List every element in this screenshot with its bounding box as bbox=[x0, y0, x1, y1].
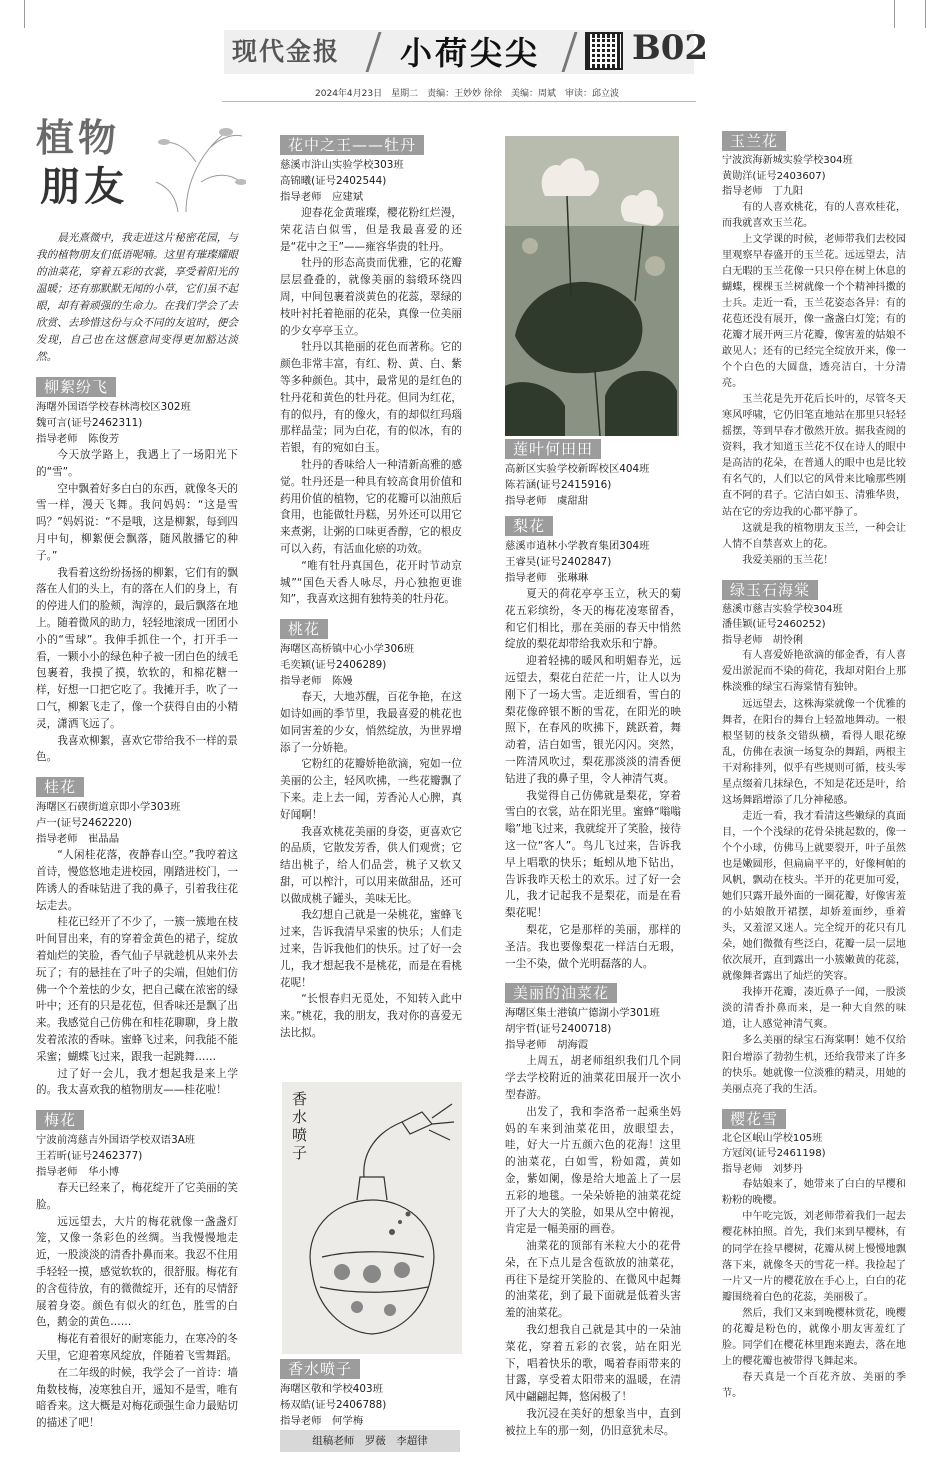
article-title: 桃花 bbox=[280, 619, 328, 639]
article-school: 海曙外国语学校春林湾校区302班 bbox=[36, 401, 191, 413]
drawing-handwritten-title: 香水喷子 bbox=[292, 1090, 308, 1162]
article-author: 潘佳颖(证号2460252) bbox=[722, 619, 826, 631]
article-teacher: 指导老师 胡怜俐 bbox=[722, 634, 803, 646]
article-paragraph: 这就是我的植物朋友玉兰，一种会让人情不自禁喜欢上的花。 bbox=[722, 522, 906, 550]
article-paragraph: 春天真是一个百花齐放、美丽的季节。 bbox=[722, 1371, 906, 1399]
article-teacher: 指导老师 丁九阳 bbox=[722, 186, 803, 198]
article-paragraph: 油菜花的顶部有米粒大小的花骨朵，在下点儿是含苞欲放的油菜花，再往下是绽开笑脸的、在微风中起舞的油菜花，到了最下面就是低着头害羞的油菜花。 bbox=[505, 1240, 681, 1320]
article-paragraph: 我爱美丽的玉兰花！ bbox=[742, 554, 834, 566]
article-title: 莲叶何田田 bbox=[505, 439, 601, 459]
article-school: 慈溪市浒山实验学校303班 bbox=[280, 159, 404, 171]
column-3 bbox=[505, 436, 681, 1440]
article-title: 玉兰花 bbox=[722, 131, 786, 151]
article-title: 花中之王——牡丹 bbox=[280, 135, 424, 155]
page-number: B02 bbox=[632, 28, 709, 68]
column-4 bbox=[722, 128, 906, 1402]
page-corner-mark-left bbox=[8, 0, 25, 28]
article-youcaihua bbox=[505, 980, 681, 1439]
article-paragraph: 牡丹的形态高贵而优雅，它的花瓣层层叠叠的，就像美丽的翁缎环绕四周，中间包裹着淡黄色的花蕊，翠绿的枝叶衬托着艳丽的花朵，真像一位美丽的少女亭亭玉立。 bbox=[280, 257, 462, 337]
article-school: 海曙区石碶街道京即小学303班 bbox=[36, 801, 181, 814]
artwork-perfume-caption bbox=[280, 1356, 462, 1429]
article-guihua bbox=[36, 774, 238, 1099]
article-paragraph: 我捧开花瓣，凑近鼻子一闻，一股淡淡的清香扑鼻而来，是一种大自然的味道，让人感觉神清气爽。 bbox=[722, 987, 906, 1031]
feature-intro-text: 晨光熹微中，我走进这片秘密花园，与我的植物朋友们低语呢喃。这里有璀璨耀眼的油菜花，穿着五彩的衣裳，享受着阳光的温暖；还有那默默无闻的小草，它们虽不起眼，却有着顽强的生命力。在我们学会了去欣赏、去珍惜这份与众不同的友谊时，便会发现，自己也在这惬意间变得更加豁达淡然。 bbox=[36, 232, 238, 363]
article-paragraph: 我看着这纷纷扬扬的柳絮，它们有的飘落在人们的头上，有的落在人们的身上，有的停进人们的脸颊，淘淳的，最后飘落在地上。随着微风的助力，轻轻地滚成一团团小小的“雪球”。我伸手抓住一个，打开手一看，一颗小小的绿色种子被一团白色的绒毛包裹着，我摸了摸，软软的，和棉花糖一样，好想一口把它吃了。我摊开手，吹了一口气，柳絮飞走了，像一个获得自由的小精灵，潇洒飞远了。 bbox=[36, 566, 238, 730]
article-paragraph: 夏天的荷花亭亭玉立，秋天的菊花五彩缤纷，冬天的梅花凌寒留香，和它们相比，那在美丽的春天中悄然绽放的梨花却带给我欢乐和宁静。 bbox=[505, 588, 681, 651]
article-teacher: 指导老师 虞甜甜 bbox=[505, 495, 589, 507]
article-paragraph: 过了好一会儿，我才想起我是来上学的。我太喜欢我的植物朋友——桂花啦！ bbox=[36, 1067, 238, 1097]
column-2 bbox=[280, 132, 462, 1042]
article-paragraph: 我沉浸在美好的想象当中，直到被拉上车的那一刻，仍旧意犹未尽。 bbox=[505, 1408, 681, 1437]
article-title: 梅花 bbox=[36, 1110, 84, 1130]
article-paragraph: 牡丹以其艳丽的花色而著称。它的颜色非常丰富，有红、粉、黄、白、紫等多种颜色。其中，最常见的是红色的牡丹花和黄色的牡丹花。但同为红花，有的似丹，有的像火，有的却似红玛瑙那样晶莹；同为白花，有的似冰，有的若银，有的宛如白玉。 bbox=[280, 341, 462, 455]
article-paragraph: 我喜欢桃花美丽的身姿，更喜欢它的品质，它散发芳香，供人们观赏；它结出桃子，给人们品尝，桃子又软又甜，可以榨汁，可以用来做甜品，还可以做成桃子罐头，美味无比。 bbox=[280, 825, 462, 905]
article-paragraph: 中午吃完饭，刘老师带着我们一起去樱花林拍照。首先，我们来到早樱林，有的同学在捡早樱树，花瓣从树上慢慢地飘落下来，就像冬天的雪花一样。我捡起了一片又一片的樱花放在手心上，白白的花瓣围绕着白色的花蕊，美丽极了。 bbox=[722, 1211, 906, 1303]
article-paragraph: 桂花已经开了不少了，一簇一簇地在枝叶间冒出来，有的穿着金黄色的裙子，绽放着灿烂的笑脸，香气仙子早就趁机从来外去玩了；有的悬挂在了叶子的尖端，但她们仿佛一个个羞怯的少女，把自己藏在浓密的绿叶中；还有的只是花苞，但香味还是飘了出来。我感觉自己仿佛在和桂花聊聊，身上散发着浓浓的香味。蜜蜂飞过来，问我能不能采蜜；蝴蝶飞过来，跟我一起跳舞…… bbox=[36, 916, 238, 1063]
article-paragraph: 牡丹的香味给人一种清新高雅的感觉。牡丹还是一种具有较高食用价值和药用价值的植物，它的花瓣可以油煎后食用，也能做牡丹糕，另外还可以用它来煮粥，让粥的口味更香醇，它的根皮可以入药，有活血化瘀的功效。 bbox=[280, 458, 462, 555]
article-author: 高锦曦(证号2402544) bbox=[280, 175, 387, 187]
article-school: 高新区实验学校新晖校区404班 bbox=[505, 463, 650, 475]
article-paragraph: 然后，我们又来到晚樱林赏花，晚樱的花瓣是粉色的，就像小朋友害羞红了脸。同学们在樱花林里跑来跑去，落在地上的樱花瓣也被带得飞舞起来。 bbox=[722, 1307, 906, 1367]
article-paragraph: 上周五，胡老师组织我们几个同学去学校附近的油菜花田展开一次小型春游。 bbox=[505, 1055, 681, 1101]
qr-code-icon[interactable] bbox=[585, 32, 623, 70]
section-title: 小荷尖尖 bbox=[400, 34, 541, 72]
feature-title-line2: 朋友 bbox=[40, 163, 128, 210]
article-paragraph: 玉兰花是先开花后长叶的，尽管冬天寒风呼啸，它仍旧笔直地站在那里只轻轻摇摆，等到早春才傲然开放。据我查阅的资料，我才知道玉兰花不仅在诗人的眼中是高洁的花朵，在普通人的眼中也是比较有名气的，人们以它的风骨来比喻那些刚直不阿的君子。它洁白如玉、清雅华贵，站在它的旁边我的心都平静了。 bbox=[722, 394, 906, 518]
article-paragraph: 有人喜爱娇艳欲滴的郁金香，有人喜爱出淤泥而不染的荷花，我却对阳台上那株淡雅的绿宝石海棠情有独钟。 bbox=[722, 650, 906, 694]
header-rule bbox=[222, 101, 696, 102]
article-yulanhua bbox=[722, 128, 906, 569]
article-school: 北仑区岷山学校105班 bbox=[722, 1132, 823, 1144]
article-title: 梨花 bbox=[505, 516, 553, 536]
article-paragraph: 我觉得自己仿佛就是梨花，穿着雪白的衣裳，站在阳光里。蜜蜂“嗡嗡嗡”地飞过来，我就绽开了笑脸，接待这一位“客人”。鸟儿飞过来，告诉我早上唱歌的快乐；蚯蚓从地下钻出，告诉我昨天松土的欢乐。过了好一会儿，我才记起我不是梨花，而是在看梨花呢！ bbox=[505, 789, 681, 920]
article-author: 卢一(证号2462220) bbox=[36, 817, 132, 830]
article-author: 毛奕颖(证号2406289) bbox=[280, 659, 387, 672]
article-paragraph: 我喜欢柳絮，喜欢它带给我不一样的景色。 bbox=[36, 734, 238, 764]
article-school: 慈溪市慈吉实验学校304班 bbox=[722, 603, 843, 615]
artwork-perfume-drawing bbox=[282, 1082, 462, 1354]
article-paragraph: 梨花，它是那样的美丽，那样的圣洁。我也要像梨花一样洁白无瑕，一尘不染，做个光明磊落的人。 bbox=[505, 923, 681, 970]
article-mudan bbox=[280, 132, 462, 608]
article-teacher: 指导老师 陈俊芳 bbox=[36, 433, 120, 445]
article-author: 杨双皓(证号2406788) bbox=[280, 1399, 387, 1411]
article-author: 方冠闵(证号2461198) bbox=[722, 1148, 826, 1160]
article-title: 柳絮纷飞 bbox=[36, 377, 116, 397]
article-title: 美丽的油菜花 bbox=[505, 983, 617, 1003]
lotus-painting-illustration bbox=[505, 136, 679, 436]
article-paragraph: 春天已经来了，梅花绽开了它美丽的笑脸。 bbox=[36, 1182, 238, 1211]
article-teacher: 指导老师 华小博 bbox=[36, 1166, 120, 1179]
article-paragraph: 走近一看，我才看清这些嫩绿的真面目，一个个浅绿的花骨朵挑起数的，像一个个小球，仿佛马上就要裂开，叶子虽然也是嫩圆形，但扁扁平平的，好像柯帕的风帆，飘动在枝头。半开的花更加可爱，她们只露开最外面的一圈花瓣，好像害羞的小姑娘散开裙摆，却娇羞面纱，垂着头，又羞涩又迷人。完全绽开的花只有几朵，她们微微有些泛白，花瓣一层一层地依次展开，直到露出一小簇嫩黄的花蕊，就像舞者露出了灿烂的笑容。 bbox=[722, 810, 906, 983]
artwork-lotus-painting bbox=[505, 136, 679, 436]
article-paragraph: 多么美丽的绿宝石海棠啊！她不仅给阳台增添了勃勃生机，还给我带来了许多的快乐。她就像一位淡雅的精灵，用她的美丽点亮了我的生活。 bbox=[722, 1035, 906, 1095]
article-paragraph: “长恨春归无觅处，不知转入此中来。”桃花，我的朋友，我对你的喜爱无法比拟。 bbox=[280, 993, 462, 1040]
article-paragraph: 迎春花金黄璀璨，樱花粉红烂漫，荣花洁白似雪，但是我最喜爱的还是“花中之王”——雍容华贵的牡丹。 bbox=[280, 207, 462, 253]
article-haitang bbox=[722, 577, 906, 1098]
article-teacher: 指导老师 崔晶晶 bbox=[36, 833, 120, 846]
article-paragraph: 远远望去，这株海棠就像一个优雅的舞者，在阳台的舞台上轻盈地舞动。一根根坚韧的枝条交错纵横，看得人眼花缭乱，仿佛在表演一场复杂的舞蹈，两根主干对称排列，似乎有些规则可循，枝头零星点缀着几抹绿色，不知是花还是叶，给这场舞蹈增添了几分神秘感。 bbox=[722, 698, 906, 806]
article-paragraph: 我幻想自己就是一朵桃花，蜜蜂飞过来，告诉我清早采蜜的快乐；人们走过来，告诉我他们的快乐。过了好一会儿，我才想起我不是桃花，而是在看桃花呢！ bbox=[280, 909, 462, 989]
article-author: 黄勋洋(证号2403607) bbox=[722, 170, 826, 182]
article-title: 樱花雪 bbox=[722, 1109, 786, 1129]
article-paragraph: “人闲桂花落，夜静春山空。”我哼着这首诗，慢悠悠地走进校园，刚踏进校门，一阵诱人的香味钻进了我的鼻子，引着我往花坛走去。 bbox=[36, 849, 238, 912]
article-title: 桂花 bbox=[36, 777, 84, 797]
editor-credit: 组稿老师 罗薇 李超律 bbox=[280, 1430, 460, 1452]
article-paragraph: 迎着轻拂的暖风和明媚春光，远远望去，梨花白茫茫一片，让人以为刚下了一场大雪。走近细看，雪白的梨花像碎银不断的雪花，在阳光的映照下，在春风的吹拂下，跳跃着，舞动着，洁白如雪，银光闪闪。突然，一阵清风吹过，梨花那淡淡的清香便钻进了我的鼻子里，令人神清气爽。 bbox=[505, 655, 681, 785]
article-author: 王睿昊(证号2402847) bbox=[505, 556, 612, 568]
feature-title-block bbox=[36, 112, 246, 222]
article-paragraph: 远远望去，大片的梅花就像一盏盏灯笼，又像一条彩色的丝绸。当我慢慢地走近，一股淡淡的清香扑鼻而来。我忍不住用手轻轻一摸，感觉软软的，很舒服。梅花有的含苞待放，有的微微绽开，还有的尽情舒展着身姿。颜色有似火的红色，胜雪的白色，鹅金的黄色…… bbox=[36, 1215, 238, 1329]
page-corner-mark-right bbox=[894, 0, 926, 28]
article-school: 海曙区敬和学校403班 bbox=[280, 1383, 383, 1395]
article-paragraph: 出发了，我和李洛希一起乘坐妈妈的车来到油菜花田，放眼望去，哇，好大一片五颜六色的花海！这里的油菜花，白如雪，粉如霞，黄如金，紫如阑，像是给大地盖上了一层五彩的地毯。一朵朵娇艳的油菜花绽开了大大的笑脸，如果从空中俯视，肯定是一幅美丽的画卷。 bbox=[505, 1105, 681, 1236]
article-school: 海曙区高桥镇中心小学306班 bbox=[280, 643, 415, 656]
article-teacher: 指导老师 何学梅 bbox=[280, 1415, 364, 1427]
article-paragraph: 空中飘着好多白白的东西，就像冬天的雪一样，漫天飞舞。我问妈妈：“这是雪吗？”妈妈说：“不是哦，这是柳絮，每到四月中旬，柳絮便会飘落，随风散播它的种子。” bbox=[36, 482, 238, 562]
article-teacher: 指导老师 陈嫚 bbox=[280, 675, 353, 688]
article-paragraph: 有的人喜欢桃花，有的人喜欢桂花，而我就喜欢玉兰花。 bbox=[722, 201, 906, 229]
article-school: 宁波滨海新城实验学校304班 bbox=[722, 155, 853, 166]
newspaper-name: 现代金报 bbox=[232, 37, 341, 66]
article-taohua bbox=[280, 616, 462, 1042]
article-teacher: 指导老师 应建斌 bbox=[280, 191, 364, 203]
article-author: 陈若涵(证号2415916) bbox=[505, 479, 612, 491]
artwork-lotus-caption bbox=[505, 436, 681, 509]
article-paragraph: 梅花有着很好的耐寒能力，在寒冷的冬天里，它迎着寒风绽放，伴随着飞雪舞蹈。 bbox=[36, 1333, 238, 1363]
article-paragraph: 它粉红的花瓣娇艳欲滴，宛如一位美丽的公主，轻风吹拂，一些花瓣飘了下来。走上去一闻，芳香沁人心脾，真好闻啊！ bbox=[280, 758, 462, 821]
dateline: 2024年4月23日 星期二 责编：王妙妙 徐徐 美编：周斌 审读：邱立波 bbox=[315, 89, 619, 99]
column-1 bbox=[36, 230, 238, 1432]
article-teacher: 指导老师 胡海霞 bbox=[505, 1039, 589, 1052]
article-paragraph: 上文学课的时候，老师带我们去校园里观察早春盛开的玉兰花。远远望去，洁白无暇的玉兰花像一只只停在树上休息的蝴蝶，棵棵玉兰树就像一个个精神抖擞的士兵。走近一看，玉兰花姿态各异：有的花苞还没有展开，像一盏盏白灯笼；有的花瓣才展开两三片花瓣，像害羞的姑娘不敢见人；还有的已经完全绽放开来，像一个个白色的大圆盘，透亮洁白，十分清亮。 bbox=[722, 233, 906, 390]
article-author: 魏可言(证号2462311) bbox=[36, 417, 143, 429]
article-paragraph: 今天放学路上，我遇上了一场阳光下的“雪”。 bbox=[36, 449, 238, 478]
article-yinghua bbox=[722, 1106, 906, 1402]
article-paragraph: 春天，大地苏醒，百花争艳，在这如诗如画的季节里，我最喜爱的桃花也如同害羞的少女，悄然绽放，为世界增添了一分娇艳。 bbox=[280, 691, 462, 754]
article-paragraph: 在二年级的时候，我学会了一首诗：墙角数枝梅，凌寒独自开，遥知不是雪，唯有暗香来。这大概是对梅花顽强生命力最贴切的描述了吧！ bbox=[36, 1366, 238, 1430]
article-school: 海曙区集士港镇广德湖小学301班 bbox=[505, 1007, 660, 1020]
feature-intro bbox=[36, 230, 238, 366]
article-lihua bbox=[505, 513, 681, 972]
article-author: 胡宇哲(证号2400718) bbox=[505, 1023, 612, 1036]
article-school: 宁波前湾慈吉外国语学校双语3A班 bbox=[36, 1134, 196, 1147]
article-title: 绿玉石海棠 bbox=[722, 580, 818, 600]
article-paragraph: “唯有牡丹真国色，花开时节动京城”“国色天香人咏尽，丹心独抱更谁知”，我喜欢这拥有独特美的牡丹花。 bbox=[280, 559, 462, 606]
article-paragraph: 春姑娘来了，她带来了白白的早樱和粉粉的晚樱。 bbox=[722, 1179, 906, 1207]
article-paragraph: 我幻想我自己就是其中的一朵油菜花，穿着五彩的衣裳，站在阳光下，唱着快乐的歌，喝着春雨带来的甘露，享受着太阳带来的温暖，在清风中翩翩起舞，悠闲极了！ bbox=[505, 1324, 681, 1404]
article-teacher: 指导老师 张琳琳 bbox=[505, 572, 589, 584]
article-liuxu bbox=[36, 374, 238, 766]
article-school: 慈溪市逍林小学教育集团304班 bbox=[505, 540, 650, 552]
feature-title-line1: 植物 bbox=[36, 115, 121, 160]
article-meihua bbox=[36, 1107, 238, 1432]
article-teacher: 指导老师 刘梦丹 bbox=[722, 1163, 803, 1175]
article-author: 王若昕(证号2462377) bbox=[36, 1150, 143, 1163]
article-title: 香水喷子 bbox=[280, 1359, 360, 1379]
